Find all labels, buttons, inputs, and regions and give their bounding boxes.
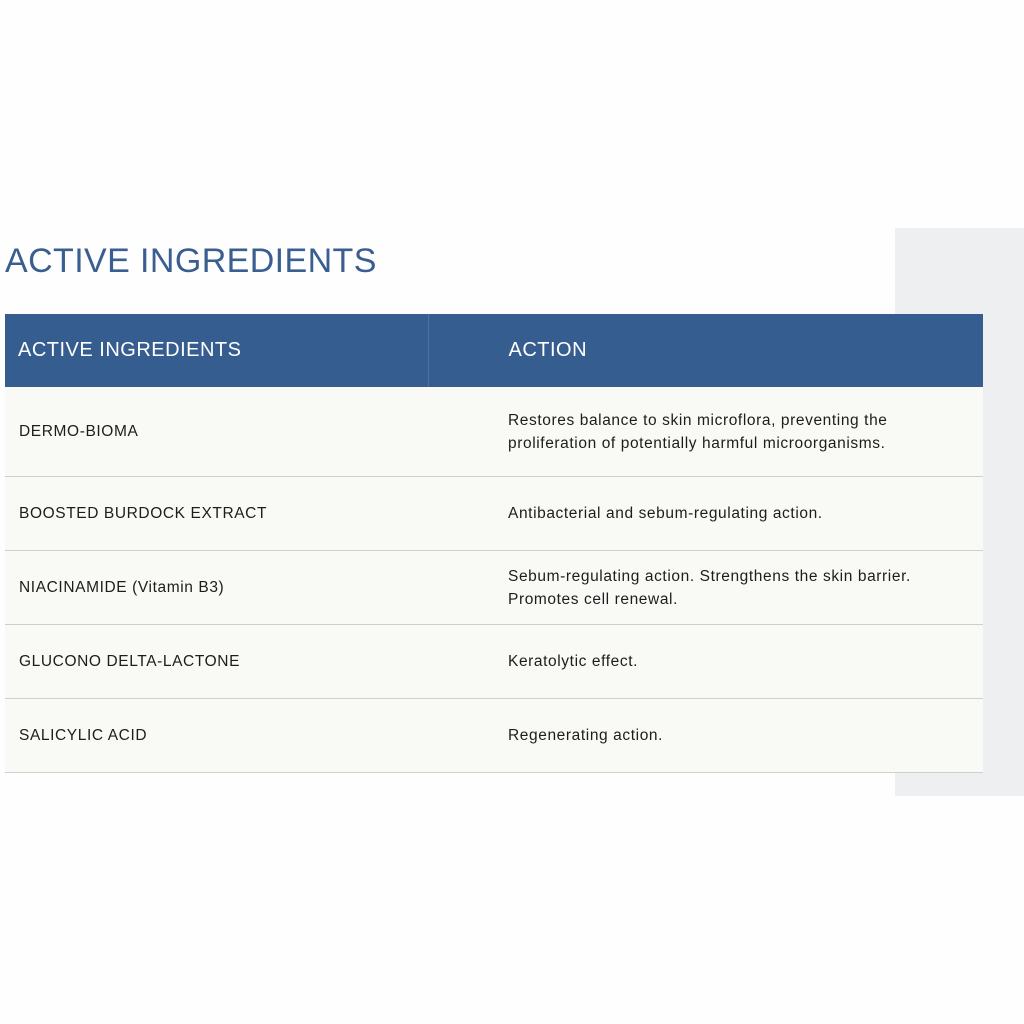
table-row [5, 625, 983, 699]
ingredients-table [5, 314, 983, 773]
table-header-row [5, 314, 983, 387]
table-row [5, 551, 983, 625]
ingredient-cell: GLUCONO DELTA-LACTONE [5, 625, 428, 699]
ingredient-cell: SALICYLIC ACID [5, 699, 428, 773]
table-header [5, 314, 983, 387]
table-row [5, 699, 983, 773]
table-row [5, 387, 983, 477]
ingredient-cell: DERMO-BIOMA [5, 387, 428, 477]
table-row [5, 477, 983, 551]
action-cell: Antibacterial and sebum-regulating action. [428, 477, 983, 551]
column-header-action: ACTION [428, 314, 983, 387]
action-cell: Keratolytic effect. [428, 625, 983, 699]
action-cell: Restores balance to skin microflora, preventing the proliferation of potentially harmful microorganisms. [428, 387, 983, 477]
action-cell: Sebum-regulating action. Strengthens the skin barrier. Promotes cell renewal. [428, 551, 983, 625]
table-body [5, 387, 983, 773]
action-cell: Regenerating action. [428, 699, 983, 773]
ingredient-cell: BOOSTED BURDOCK EXTRACT [5, 477, 428, 551]
ingredient-cell: NIACINAMIDE (Vitamin B3) [5, 551, 428, 625]
page-title: ACTIVE INGREDIENTS [5, 242, 377, 280]
column-header-ingredient: ACTIVE INGREDIENTS [5, 314, 428, 387]
